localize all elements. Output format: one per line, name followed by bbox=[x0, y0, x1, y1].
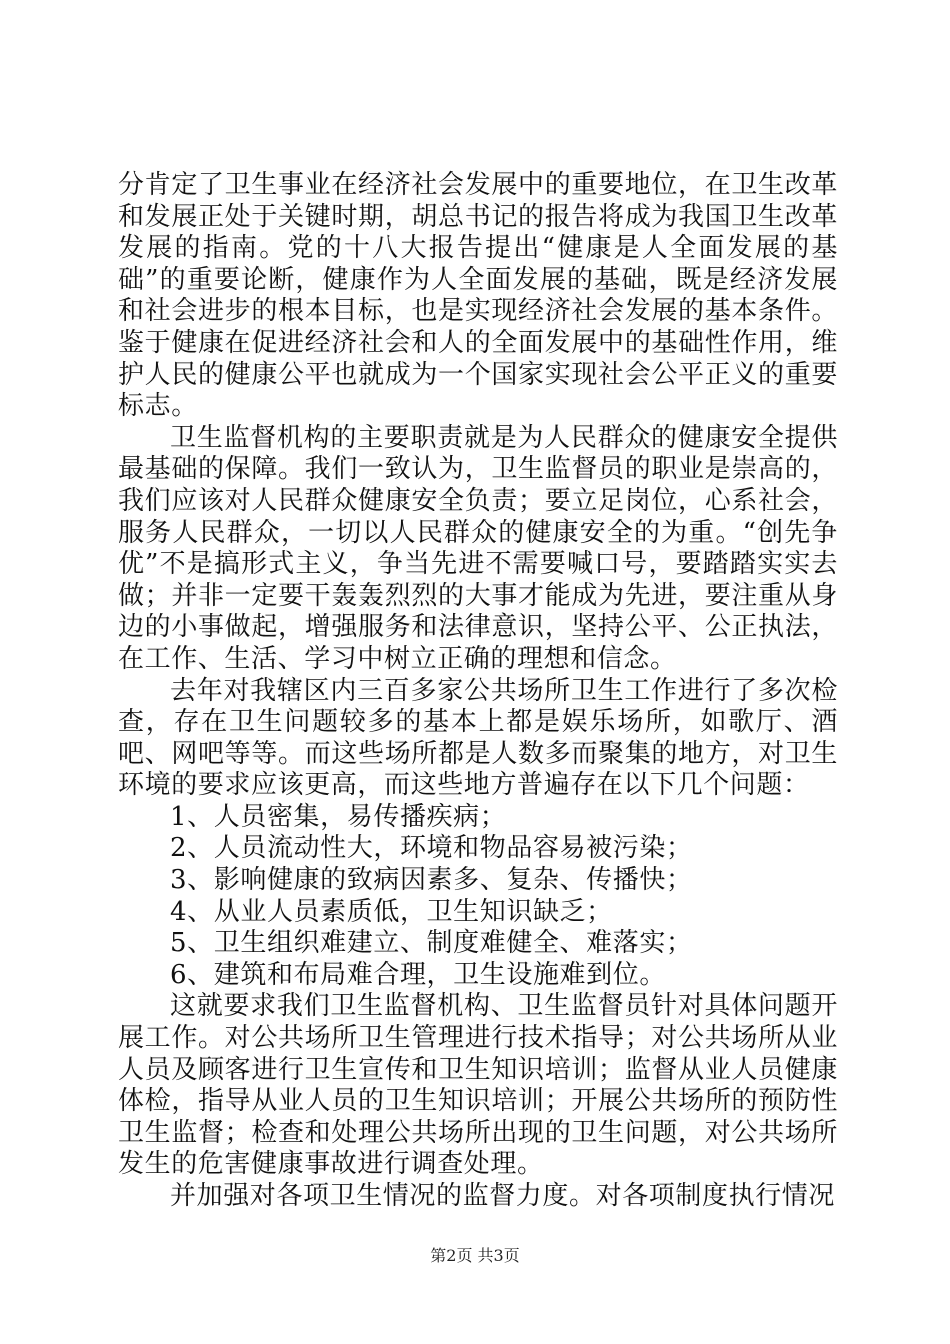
paragraph-strengthen-supervision: 并加强对各项卫生情况的监督力度。对各项制度执行情况 bbox=[170, 1181, 836, 1211]
paragraph-health-foundation: 分肯定了卫生事业在经济社会发展中的重要地位，在卫生改革和发展正处于关键时期，胡总书记的报告将成为我国卫生改革发展的指南。党的十八大报告提出“健康是人全面发展的基础”的重要论断，健康作为人全面发展的基础，既是经济发展和社会进步的根本目标，也是实现经济社会发展的基本条件。鉴于健康在促进经济社会和人的全面发展中的基础性作用，维护人民的健康公平也就成为一个国家实现社会公平正义的重要标志。 bbox=[118, 170, 838, 422]
list-item-problem-5: 5、卫生组织难建立、制度难健全、难落实； bbox=[170, 928, 693, 959]
paragraph-inspection: 去年对我辖区内三百多家公共场所卫生工作进行了多次检查，存在卫生问题较多的基本上都是娱乐场所，如歌厅、酒吧、网吧等等。而这些场所都是人数多而聚集的地方，对卫生环境的要求应该更高，而这些地方普遍存在以下几个问题： bbox=[118, 675, 838, 801]
list-item-problem-4: 4、从业人员素质低，卫生知识缺乏； bbox=[170, 896, 613, 927]
page-number-footer: 第2页 共3页 bbox=[430, 1246, 520, 1265]
list-item-problem-1: 1、人员密集，易传播疾病； bbox=[170, 801, 507, 832]
paragraph-work-requirements: 这就要求我们卫生监督机构、卫生监督员针对具体问题开展工作。对公共场所卫生管理进行技术指导；对公共场所从业人员及顾客进行卫生宣传和卫生知识培训；监督从业人员健康体检，指导从业人员的卫生知识培训；开展公共场所的预防性卫生监督；检查和处理公共场所出现的卫生问题，对公共场所发生的危害健康事故进行调查处理。 bbox=[118, 991, 838, 1180]
list-item-problem-6: 6、建筑和布局难合理，卫生设施难到位。 bbox=[170, 959, 666, 990]
paragraph-supervision-duty: 卫生监督机构的主要职责就是为人民群众的健康安全提供最基础的保障。我们一致认为，卫生监督员的职业是崇高的，我们应该对人民群众健康安全负责；要立足岗位，心系社会，服务人民群众，一切以人民群众的健康安全的为重。“创先争优”不是搞形式主义，争当先进不需要喊口号，要踏踏实实去做；并非一定要干轰轰烈烈的大事才能成为先进，要注重从身边的小事做起，增强服务和法律意识，坚持公平、公正执法，在工作、生活、学习中树立正确的理想和信念。 bbox=[118, 422, 838, 674]
list-item-problem-3: 3、影响健康的致病因素多、复杂、传播快； bbox=[170, 865, 693, 896]
document-body bbox=[118, 170, 838, 1213]
list-item-problem-2: 2、人员流动性大，环境和物品容易被污染； bbox=[170, 833, 693, 864]
